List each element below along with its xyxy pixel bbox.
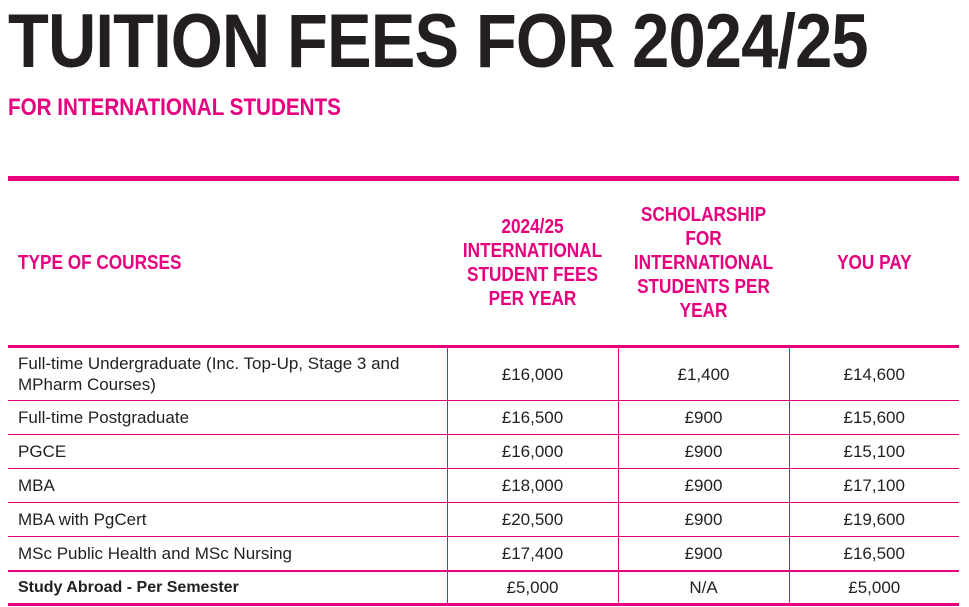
table-header-row [8, 179, 959, 347]
student-fee: £20,500 [447, 503, 618, 537]
you-pay-amount: £19,600 [789, 503, 959, 537]
course-name: MBA with PgCert [8, 503, 447, 537]
scholarship-amount: £900 [618, 401, 789, 435]
scholarship-amount: £900 [618, 469, 789, 503]
student-fee: £18,000 [447, 469, 618, 503]
student-fee: £16,000 [447, 347, 618, 401]
you-pay-amount: £15,100 [789, 435, 959, 469]
table-row [8, 435, 959, 469]
course-name: MBA [8, 469, 447, 503]
course-name: Full-time Undergraduate (Inc. Top-Up, Stage 3 and MPharm Courses) [8, 347, 447, 401]
fees-table [8, 176, 959, 606]
course-name: PGCE [8, 435, 447, 469]
table-row [8, 503, 959, 537]
scholarship-amount: £900 [618, 537, 789, 571]
table-row [8, 347, 959, 401]
you-pay-amount: £5,000 [789, 571, 959, 605]
scholarship-amount: £900 [618, 435, 789, 469]
student-fee: £16,000 [447, 435, 618, 469]
you-pay-amount: £16,500 [789, 537, 959, 571]
course-name: Study Abroad - Per Semester [8, 571, 447, 605]
table-row-study-abroad [8, 571, 959, 605]
page-subtitle: FOR INTERNATIONAL STUDENTS [8, 94, 341, 121]
student-fee: £16,500 [447, 401, 618, 435]
scholarship-amount: £1,400 [618, 347, 789, 401]
course-name: Full-time Postgraduate [8, 401, 447, 435]
table-row [8, 537, 959, 571]
header-type-of-courses: TYPE OF COURSES [8, 179, 447, 347]
course-name: MSc Public Health and MSc Nursing [8, 537, 447, 571]
header-scholarship: SCHOLARSHIP FOR INTERNATIONAL STUDENTS PER YEAR [618, 179, 789, 347]
scholarship-amount: N/A [618, 571, 789, 605]
header-student-fees: 2024/25 INTERNATIONAL STUDENT FEES PER YEAR [447, 179, 618, 347]
student-fee: £5,000 [447, 571, 618, 605]
you-pay-amount: £14,600 [789, 347, 959, 401]
header-you-pay: YOU PAY [789, 179, 959, 347]
student-fee: £17,400 [447, 537, 618, 571]
page-title: TUITION FEES FOR 2024/25 [8, 0, 868, 84]
scholarship-amount: £900 [618, 503, 789, 537]
you-pay-amount: £17,100 [789, 469, 959, 503]
you-pay-amount: £15,600 [789, 401, 959, 435]
table-row [8, 401, 959, 435]
table-row [8, 469, 959, 503]
